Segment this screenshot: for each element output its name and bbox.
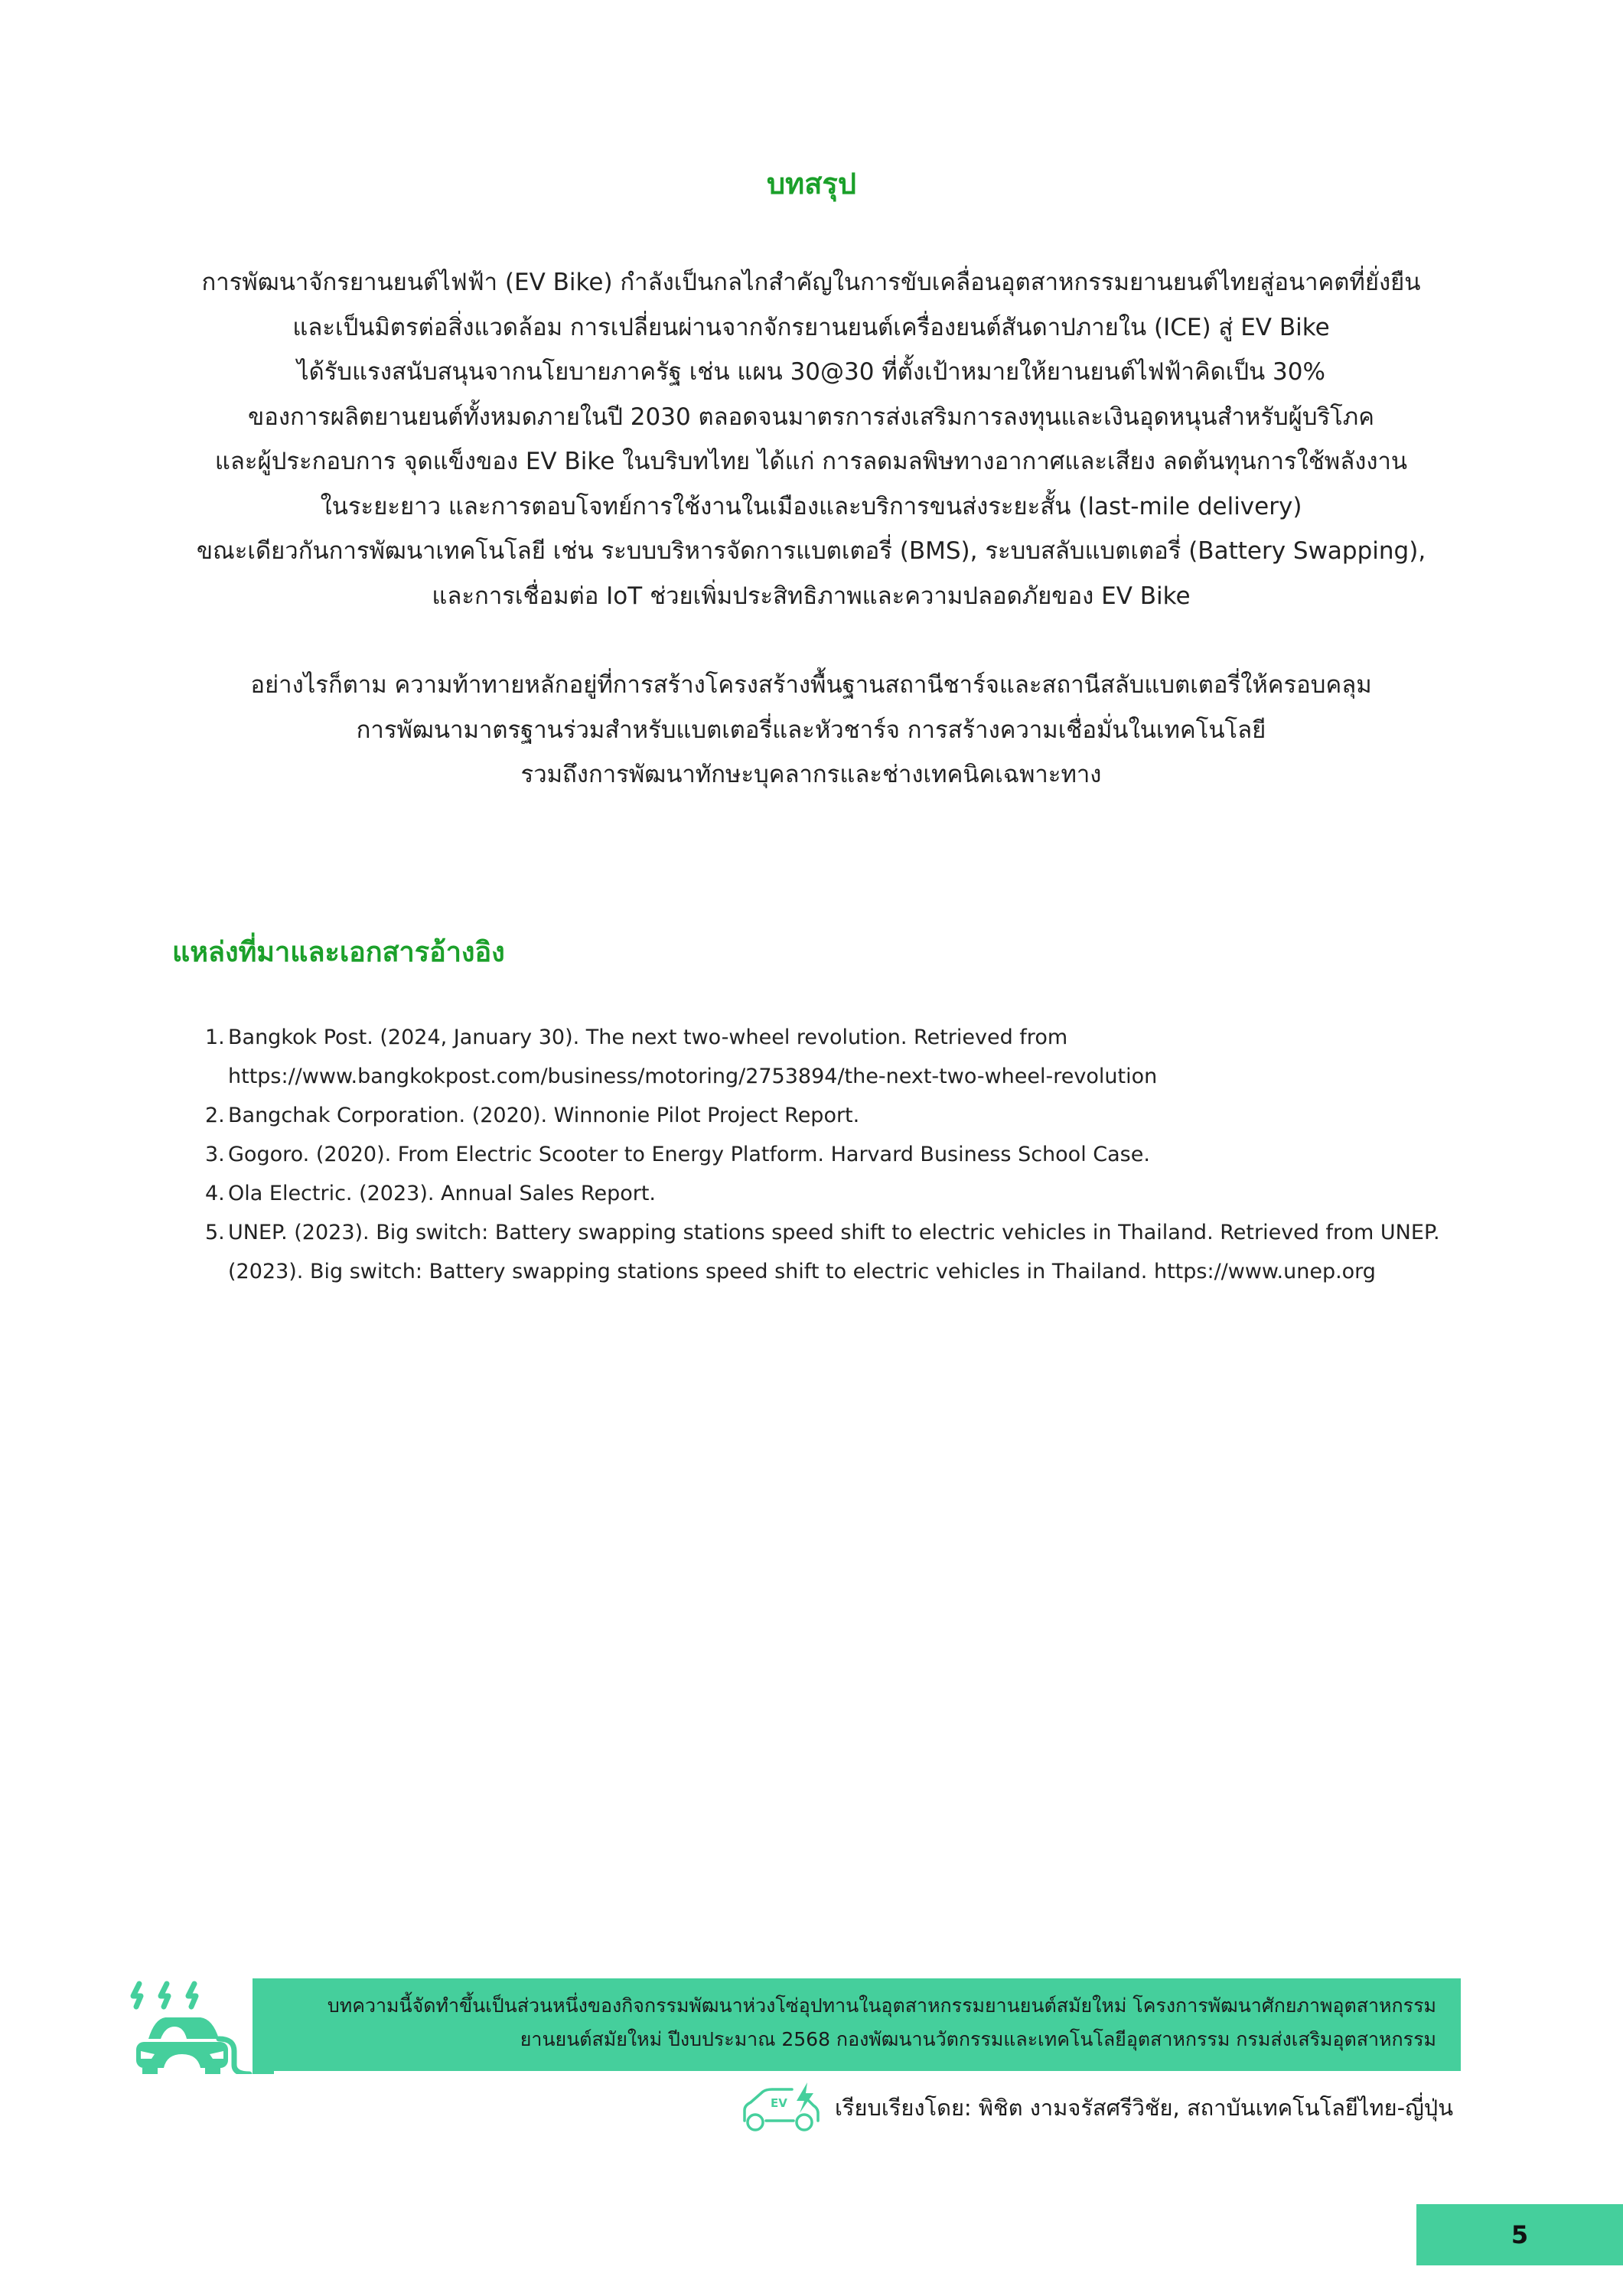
ev-car-charging-station-icon [121,1975,274,2074]
summary-title: บทสรุป [767,167,856,201]
page-number: 5 [1416,2204,1623,2265]
banner-line: บทความนี้จัดทำขึ้นเป็นส่วนหนึ่งของกิจกรรมพัฒนาห่วงโซ่อุปทานในอุตสาหกรรมยานยนต์สมัยใหม่ โครงการพัฒนาศักยภาพอุตสาหกรรม [327,1994,1436,2017]
summary-paragraph-2 [122,663,1500,797]
summary-line: ได้รับแรงสนับสนุนจากนโยบายภาครัฐ เช่น แผน 30@30 ที่ตั้งเป้าหมายให้ยานยนต์ไฟฟ้าคิดเป็น 30% [297,358,1325,386]
reference-text: Gogoro. (2020). From Electric Scooter to Energy Platform. Harvard Business School Case. [228,1143,1150,1166]
reference-number: 3. [205,1143,225,1166]
compiled-by [738,2080,1453,2135]
reference-item [205,1018,1506,1096]
summary-body [122,260,1500,797]
summary-line: ขณะเดียวกันการพัฒนาเทคโนโลยี เช่น ระบบบริหารจัดการแบตเตอรี่ (BMS), ระบบสลับแบตเตอรี่ (Battery Swapping), [196,537,1426,565]
reference-number: 4. [205,1182,225,1205]
reference-link[interactable]: https://www.bangkokpost.com/business/motoring/2753894/the-next-two-wheel-revolution [228,1065,1158,1088]
reference-item [205,1135,1506,1174]
reference-item [205,1174,1506,1213]
paragraph-spacer [122,618,1500,663]
project-credit-banner [253,1978,1461,2071]
reference-item [205,1096,1506,1135]
banner-line: ยานยนต์สมัยใหม่ ปีงบประมาณ 2568 กองพัฒนานวัตกรรมและเทคโนโลยีอุตสาหกรรม กรมส่งเสริมอุตสาหกรรม [520,2028,1436,2050]
summary-line: และการเชื่อมต่อ IoT ช่วยเพิ่มประสิทธิภาพและความปลอดภัยของ EV Bike [432,582,1191,610]
summary-line: และเป็นมิตรต่อสิ่งแวดล้อม การเปลี่ยนผ่านจากจักรยานยนต์เครื่องยนต์สันดาปภายใน (ICE) สู่ EV Bike [292,313,1330,341]
summary-line: อย่างไรก็ตาม ความท้าทายหลักอยู่ที่การสร้างโครงสร้างพื้นฐานสถานีชาร์จและสถานีสลับแบตเตอรี่ให้ครอบคลุม [250,671,1372,699]
reference-text: (2023). Big switch: Battery swapping stations speed shift to electric vehicles in Thailand. https://www.unep.org [228,1260,1376,1283]
summary-line: การพัฒนาจักรยานยนต์ไฟฟ้า (EV Bike) กำลังเป็นกลไกสำคัญในการขับเคลื่อนอุตสาหกรรมยานยนต์ไทยสู่อนาคตที่ยั่งยืน [201,269,1421,296]
summary-line: ของการผลิตยานยนต์ทั้งหมดภายในปี 2030 ตลอดจนมาตรการส่งเสริมการลงทุนและเงินอุดหนุนสำหรับผู้บริโภค [248,403,1374,431]
reference-text: Ola Electric. (2023). Annual Sales Report. [228,1182,657,1205]
compiled-by-text: เรียบเรียงโดย: พิชิต งามจรัสศรีวิชัย, สถาบันเทคโนโลยีไทย-ญี่ปุ่น [835,2095,1454,2121]
summary-line: และผู้ประกอบการ จุดแข็งของ EV Bike ในบริบทไทย ได้แก่ การลดมลพิษทางอากาศและเสียง ลดต้นทุนการใช้พลังงาน [214,448,1408,475]
summary-paragraph-1 [122,260,1500,618]
reference-number: 2. [205,1104,225,1127]
reference-text: UNEP. (2023). Big switch: Battery swapping stations speed shift to electric vehicles in Thailand. Retrieved from UNEP. [228,1221,1440,1244]
summary-line: รวมถึงการพัฒนาทักษะบุคลากรและช่างเทคนิคเฉพาะทาง [520,761,1102,788]
reference-number: 1. [205,1026,225,1049]
reference-number: 5. [205,1221,225,1244]
reference-item [205,1213,1506,1291]
summary-line: ในระยะยาว และการตอบโจทย์การใช้งานในเมืองและบริการขนส่งระยะสั้น (last-mile delivery) [320,492,1302,520]
references-list [205,1018,1506,1291]
reference-text: Bangchak Corporation. (2020). Winnonie Pilot Project Report. [228,1104,860,1127]
svg-text:EV: EV [771,2096,787,2110]
references-title: แหล่งที่มาและเอกสารอ้างอิง [172,937,505,968]
ev-car-outline-icon [738,2082,824,2133]
reference-text: Bangkok Post. (2024, January 30). The next two-wheel revolution. Retrieved from [228,1026,1068,1049]
summary-line: การพัฒนามาตรฐานร่วมสำหรับแบตเตอรี่และหัวชาร์จ การสร้างความเชื่อมั่นในเทคโนโลยี [356,716,1266,744]
